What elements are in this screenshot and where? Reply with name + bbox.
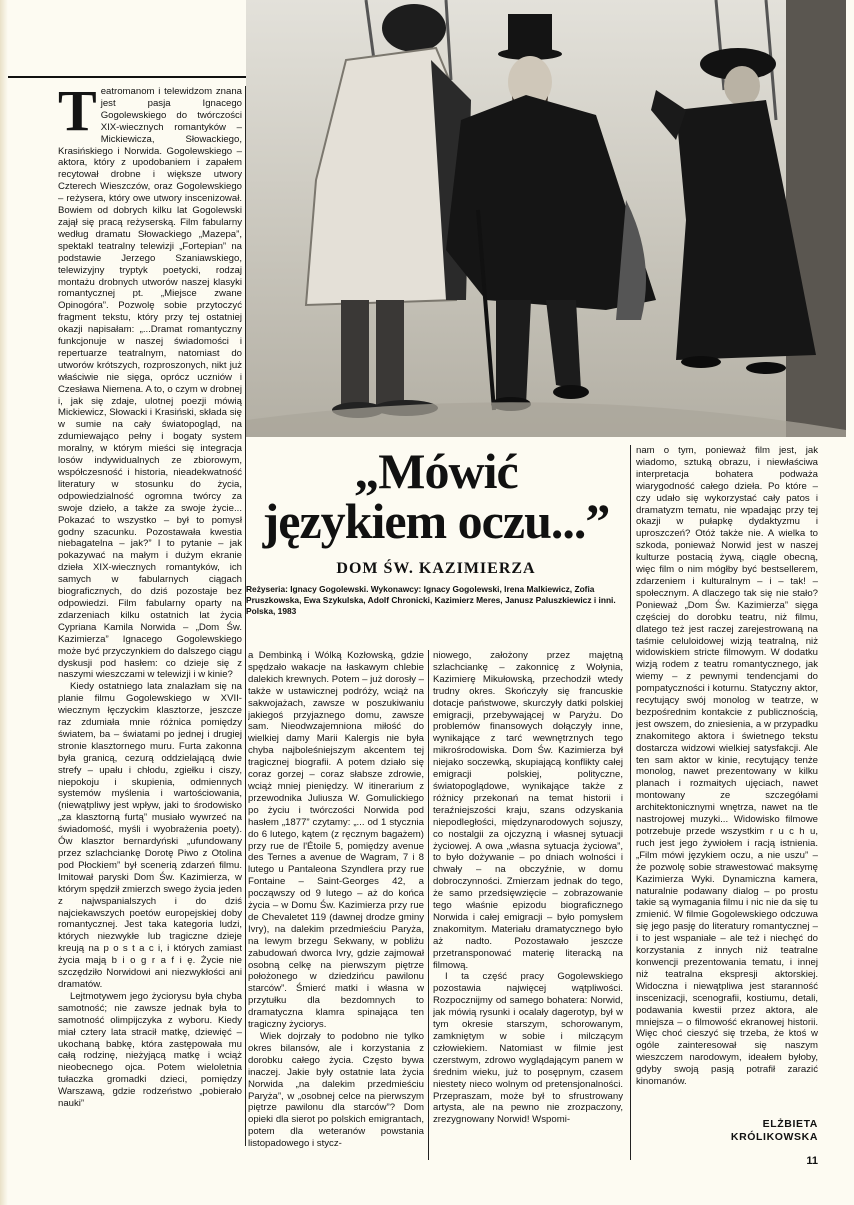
top-rule [8,76,248,78]
author-last-name: KRÓLIKOWSKA [730,1131,818,1143]
column-divider [630,445,631,1160]
paragraph-text: eatromanom i telewidzom znana jest pasja Ignacego Gogolewskiego do twórczości XIX-wiecznych romantyków – Mickiewicza, Słowackiego, Krasińskiego i Norwida. Gogolewskiego – aktora, który z upodobaniem i zapałem recytował drobne i większe utwory Czterech Wieszczów, oraz Gogolewskiego – reżysera, który owe utwory inscenizował. Bowiem od dobrych kilku lat Gogolewski zajął się pracą reżyserską. Film fabularny według dramatu Słowackiego „Mazepa”, spektakl teatralny telewizji „Fortepian” na podstawie Jerzego Szaniawskiego, telewizyjny tryptyk poetycki, rodzaj montażu drobnych utworów naszej klasyki romantycznej pt. „Miejsce zwane Opinogóra”. Pozwolę sobie przytoczyć fragment tekstu, który przy tej ostatniej okazji napisałam: „...Dramat romantyczny funkcjonuje w naszej świadomości i repertuarze teatralnym, natomiast do utworów krótszych, rozproszonych, nikt już właściwie nie sięga, oprócz uczniów i Czesława Niemena. A to, o czym w drobnej i, jak się zdaje, ulotnej poezji mówią Mickiewicz, Słowacki i Krasiński, składa się w sumie na cały światopogląd, na zdumiewająco pełny i bogaty system moralny, w którym mieści się integracja losów indywidualnych ze zbiorowym, współczesność i historia, nieadekwatność literatury w stosunku do życia, odpowiedzialność ogromna twórcy za swoje dzieło, a także za swoje życie... Pokazać to wszystko – był to pomysł godny szacunku. Pozostawała kwestia niebagatelna – jak?” I to pytanie – jak pokazywać na małym i dużym ekranie dzieła XIX-wiecznych romantyków, ich samych w fabularnych ciągach biograficznych, do dziś pozostaje bez odpowiedzi. Film fabularny oparty na zdarzeniach kilku ostatnich lat życia Cypriana Kamila Norwida – „Dom Św. Kazimierza” Ignacego Gogolewskiego może być przyczynkiem do dalszego ciągu dyskusji pod hasłem: co dzieje się z naszymi wieszczami w telewizji i w kinie? [58,86,242,681]
article-paragraph: Kiedy ostatniego lata znalazłam się na planie filmu Gogolewskiego w XVII-wiecznym łęczyckim klasztorze, jeszcze raz zdumiała mnie różnica pomiędzy światem, ba – światami po jednej i drugiej stronie klasztornego muru. Furta zakonna była granicą, cezurą oddzielającą dwie strefy – upału i chłodu, zgiełku i ciszy, niepokoju i skupienia, odmiennych systemów myślenia i wartościowania, (niewątpliwy jest wpływ, jaki to środowisko „za klasztorną furtą” musiało wywrzeć na świadomość, myśli i wyobrażenia poety). Ów klasztor bernardyński „ufundowany przez szlachciankę Dorotę Piwo z Otolina pod Płockiem” był scenerią zdarzeń filmu. Imitował paryski Dom Św. Kazimierza, w którym spędził zmierzch swego życia jeden z najwspanialszych i do dziś najciekawszych poetów europejskiej doby romantycznej. Jest taka kategoria ludzi, których niezwykłe lub tragiczne dzieje kreują na p o s t a c i, i których zamiast życia mają b i o g r a f i ę. Życie nie szczędziło Norwidowi ani niezwykłości ani dramatów. [58,681,242,990]
tree-trunk-icon [786,0,846,437]
photo-svg [246,0,846,437]
film-still-photo [246,0,846,437]
page-number: 11 [806,1155,818,1167]
author-first-name: ELŻBIETA [762,1118,818,1130]
article-headline [246,443,626,549]
article-paragraph: Wiek dojrzały to podobno nie tylko okres bilansów, ale i korzystania z dorobku całego życia. Często bywa inaczej. Jakie były ostatnie lata życia Norwida „na dalekim przedmieściu Paryża”, w „osobnej celce na pierwszym piętrze pawilonu dla starców”? Dom opieki dla sierot po polskich emigrantach, potem dla weteranów powstania listopadowego i stycz- [248,1031,424,1150]
column-divider [428,650,429,1160]
drop-cap: T [58,86,97,143]
article-column-3 [433,650,623,1160]
article-paragraph: Lejtmotywem jego życiorysu była chyba samotność; nie zawsze jednak była to samotność olimpijczyka z wyboru. Kiedy miał cztery lata stracił matkę, dziewięć – ukochaną babkę, która zastępowała mu całą rodzinę, nieżyjącą matkę i wciąż nieobecnego ojca. Potem wieloletnia tułaczka gromadki dzieci, pomiędzy Warszawą, gdzie rodzeństwo „pobierało nauki” [58,990,242,1110]
headline-block [246,438,626,650]
article-column-4 [636,445,818,1145]
author-signature [731,1118,818,1144]
article-paragraph: a Dembinką i Wólką Kozłowską, gdzie spędzało wakacje na łaskawym chlebie dalekich krewnych. Potem – już dorosły – także w ustawicznej podróży, wciąż na sakwojażach, zawsze w poszukiwaniu jakiegoś przyjaznego domu, zawsze sam. Nieodwzajemniona miłość do wielkiej damy Marii Kalergis nie była chyba najboleśniejszym akcentem tej tragicznej biografii. A potem działo się coraz gorzej – coraz słabsze zdrowie, wciąż mniej pieniędzy. W itinerarium z przewodnika Juliusza W. Gomulickiego po życiu i twórczości Norwida pod hasłem „1877” czytamy: „... od 1 stycznia do 6 lutego, kątem (z ręcznym bagażem) przy rue de l'Étoile 5, pomiędzy avenue des Ternes a avenue de Wagram, 7 i 8 lutego u Pantaleona Szyndlera przy rue Fontaine – Saint-Georges 42, a począwszy od 9 lutego – aż do końca życia – w Domu Św. Kazimierza przy rue de Chevaletet 119 (dawnej drodze gminy Ivry), na dalekim przedmieściu Paryża, na lewym brzegu Sekwany, w pobliżu zabudowań dworca Ivry, gdzie zajmował osobną celkę na pierwszym piętrze położonego w dziedzińcu pawilonu starców”. Śmierć matki i własna w przytułku dla bezdomnych to dramatyczna klamra spinająca ten tragiczny życiorys. [248,650,424,1031]
article-column-2 [248,650,424,1160]
film-credits: Reżyseria: Ignacy Gogolewski. Wykonawcy: Ignacy Gogolewski, Irena Malkiewicz, Zofia Pruszkowska, Ewa Szykulska, Adolf Chronicki, Kazimierz Meres, Janusz Paluszkiewicz i inni. Polska, 1983 [246,584,616,616]
article-column-1 [58,86,242,1146]
headline-line-2: językiem oczu...” [262,493,610,549]
article-paragraph: I ta część pracy Gogolewskiego pozostawia najwięcej wątpliwości. Rozpocznijmy od samego bohatera: Norwid, jak mówią rysunki i ocalały dagerotyp, był w tym okresie starszym, schorowanym, zamkniętym w sobie i milczącym człowiekiem. Natomiast w filmie jest czerstwym, zdrowo wyglądającym panem w średnim wieku, już to posępnym, czasem niestety nieco wolnym od pretensjonalności. Przepraszam, może był to sfrustrowany artysta, ale na pewno nie zrozpaczony, zrezygnowany Norwid! Wspomi- [433,971,623,1126]
article-paragraph: niowego, założony przez majętną szlachciankę – zakonnicę z Wołynia, Kazimierę Mikułowską, przechodził wtedy trudny okres. Skończyły się francuskie dotacje państwowe, skurczyły datki polskiej emigracji, przebywającej w Paryżu. Do problemów finansowych dołączyły inne, wynikające z tarć wewnętrznych tego mikrośrodowiska. Dom Św. Kazimierza był niejako soczewką, skupiającą konflikty całej emigracji polskiej, polityczne, światopoglądowe, wynikające także z różnicy przekonań na temat historii i teraźniejszości kraju, szans odzyskania niepodległości, międzynarodowych sojuszy, co nostalgii za ojczyzną i własnej sytuacji życiowej. A owa „własna sytuacja życiowa”, to było dożywanie – po dniach wolności i chwały – na obczyźnie, w domu dobroczynności. Zmierzam jednak do tego, że samo przedsięwzięcie – zobrazowanie tego właśnie epizodu biograficznego Norwida i całej emigracji – było pomysłem znakomitym. Materiału dramatycznego było aż nadto. Pozostawało jeszcze przetransponować materię literacką na filmową. [433,650,623,971]
film-title: DOM ŚW. KAZIMIERZA [336,560,536,577]
article-paragraph [58,86,242,681]
page-edge [0,0,8,1205]
article-paragraph: nam o tym, ponieważ film jest, jak wiadomo, sztuką obrazu, i niewłaściwa interpretacja bohatera podważa wiarygodność całego dzieła. Po które – czy udało się wykorzystać cały patos i dramatyzm tematu, nie wpadając przy tej okazji w pułapkę dydaktyzmu i uproszczeń? Otóż także nie. A wielka to szkoda, ponieważ Norwid jest w naszej kulturze postacią żywą, ciągle obecną, więc film o nim mógłby być bestsellerem, zdarzeniem i kulturalnym – i – tak! – społecznym. A dlaczego tak się nie stało? Ponieważ „Dom Św. Kazimierza” sięga częściej do dorobku teatru, niż filmu, dlatego też jest raczej zarejestrowaną na taśmie celuloidowej wizją teatralną, niż widowiskiem stricte filmowym. W dodatku wizją rodem z teatru romantycznego, jak wiemy – z pewnymi tendencjami do pompatyczności i koturnu. Statyczny aktor, recytujący swój monolog w teatrze, w bezpośrednim kontakcie z publicznością, jest owszem, do zniesienia, a w przypadku znakomitego aktora i świetnego tekstu dostarcza widzowi wielkiej satysfakcji. Ale ten sam aktor w kinie, recytujący tenże monolog, nawet prezentowany w kilku planach i rozmaitych ujęciach, nawet montowany ze szczegółami architektonicznymi wnętrza, nawet na tle nastrojowej muzyki... Widowisko filmowe potrzebuje przede wszystkim r u c h u, ruch jest jego żywiołem i racją istnienia. „Film mówi językiem oczu, a nie uszu” – że pozwolę sobie strawestować maksymę Kazimierza Wyki. Dynamiczna kamera, naturalnie podawany dialog – po prostu takie są wymagania filmu i nic nie da się tu zmienić. W filmie Gogolewskiego odczuwa się jego pasję do literatury romantycznej – i to jest wspaniałe – ale też i niechęć do korzystania z innych niż teatralne konwencji prezentowania tematu, i innej niż teatralna ekspresji aktorskiej. Widoczna i niewątpliwa jest staranność inscenizacji, scenografii, kostiumu, detali, podawania kwestii przez aktora, ale mniejsza – o filmowość ekranowej historii. Więc choć cieszyć się trzeba, że ktoś w ogóle zainteresował się naszym wieszczem narodowym, ideałem byłoby, gdyby swoją pasją potrafił zarazić kinomanów. [636,445,818,1088]
headline-line-1: „Mówić [354,443,518,499]
